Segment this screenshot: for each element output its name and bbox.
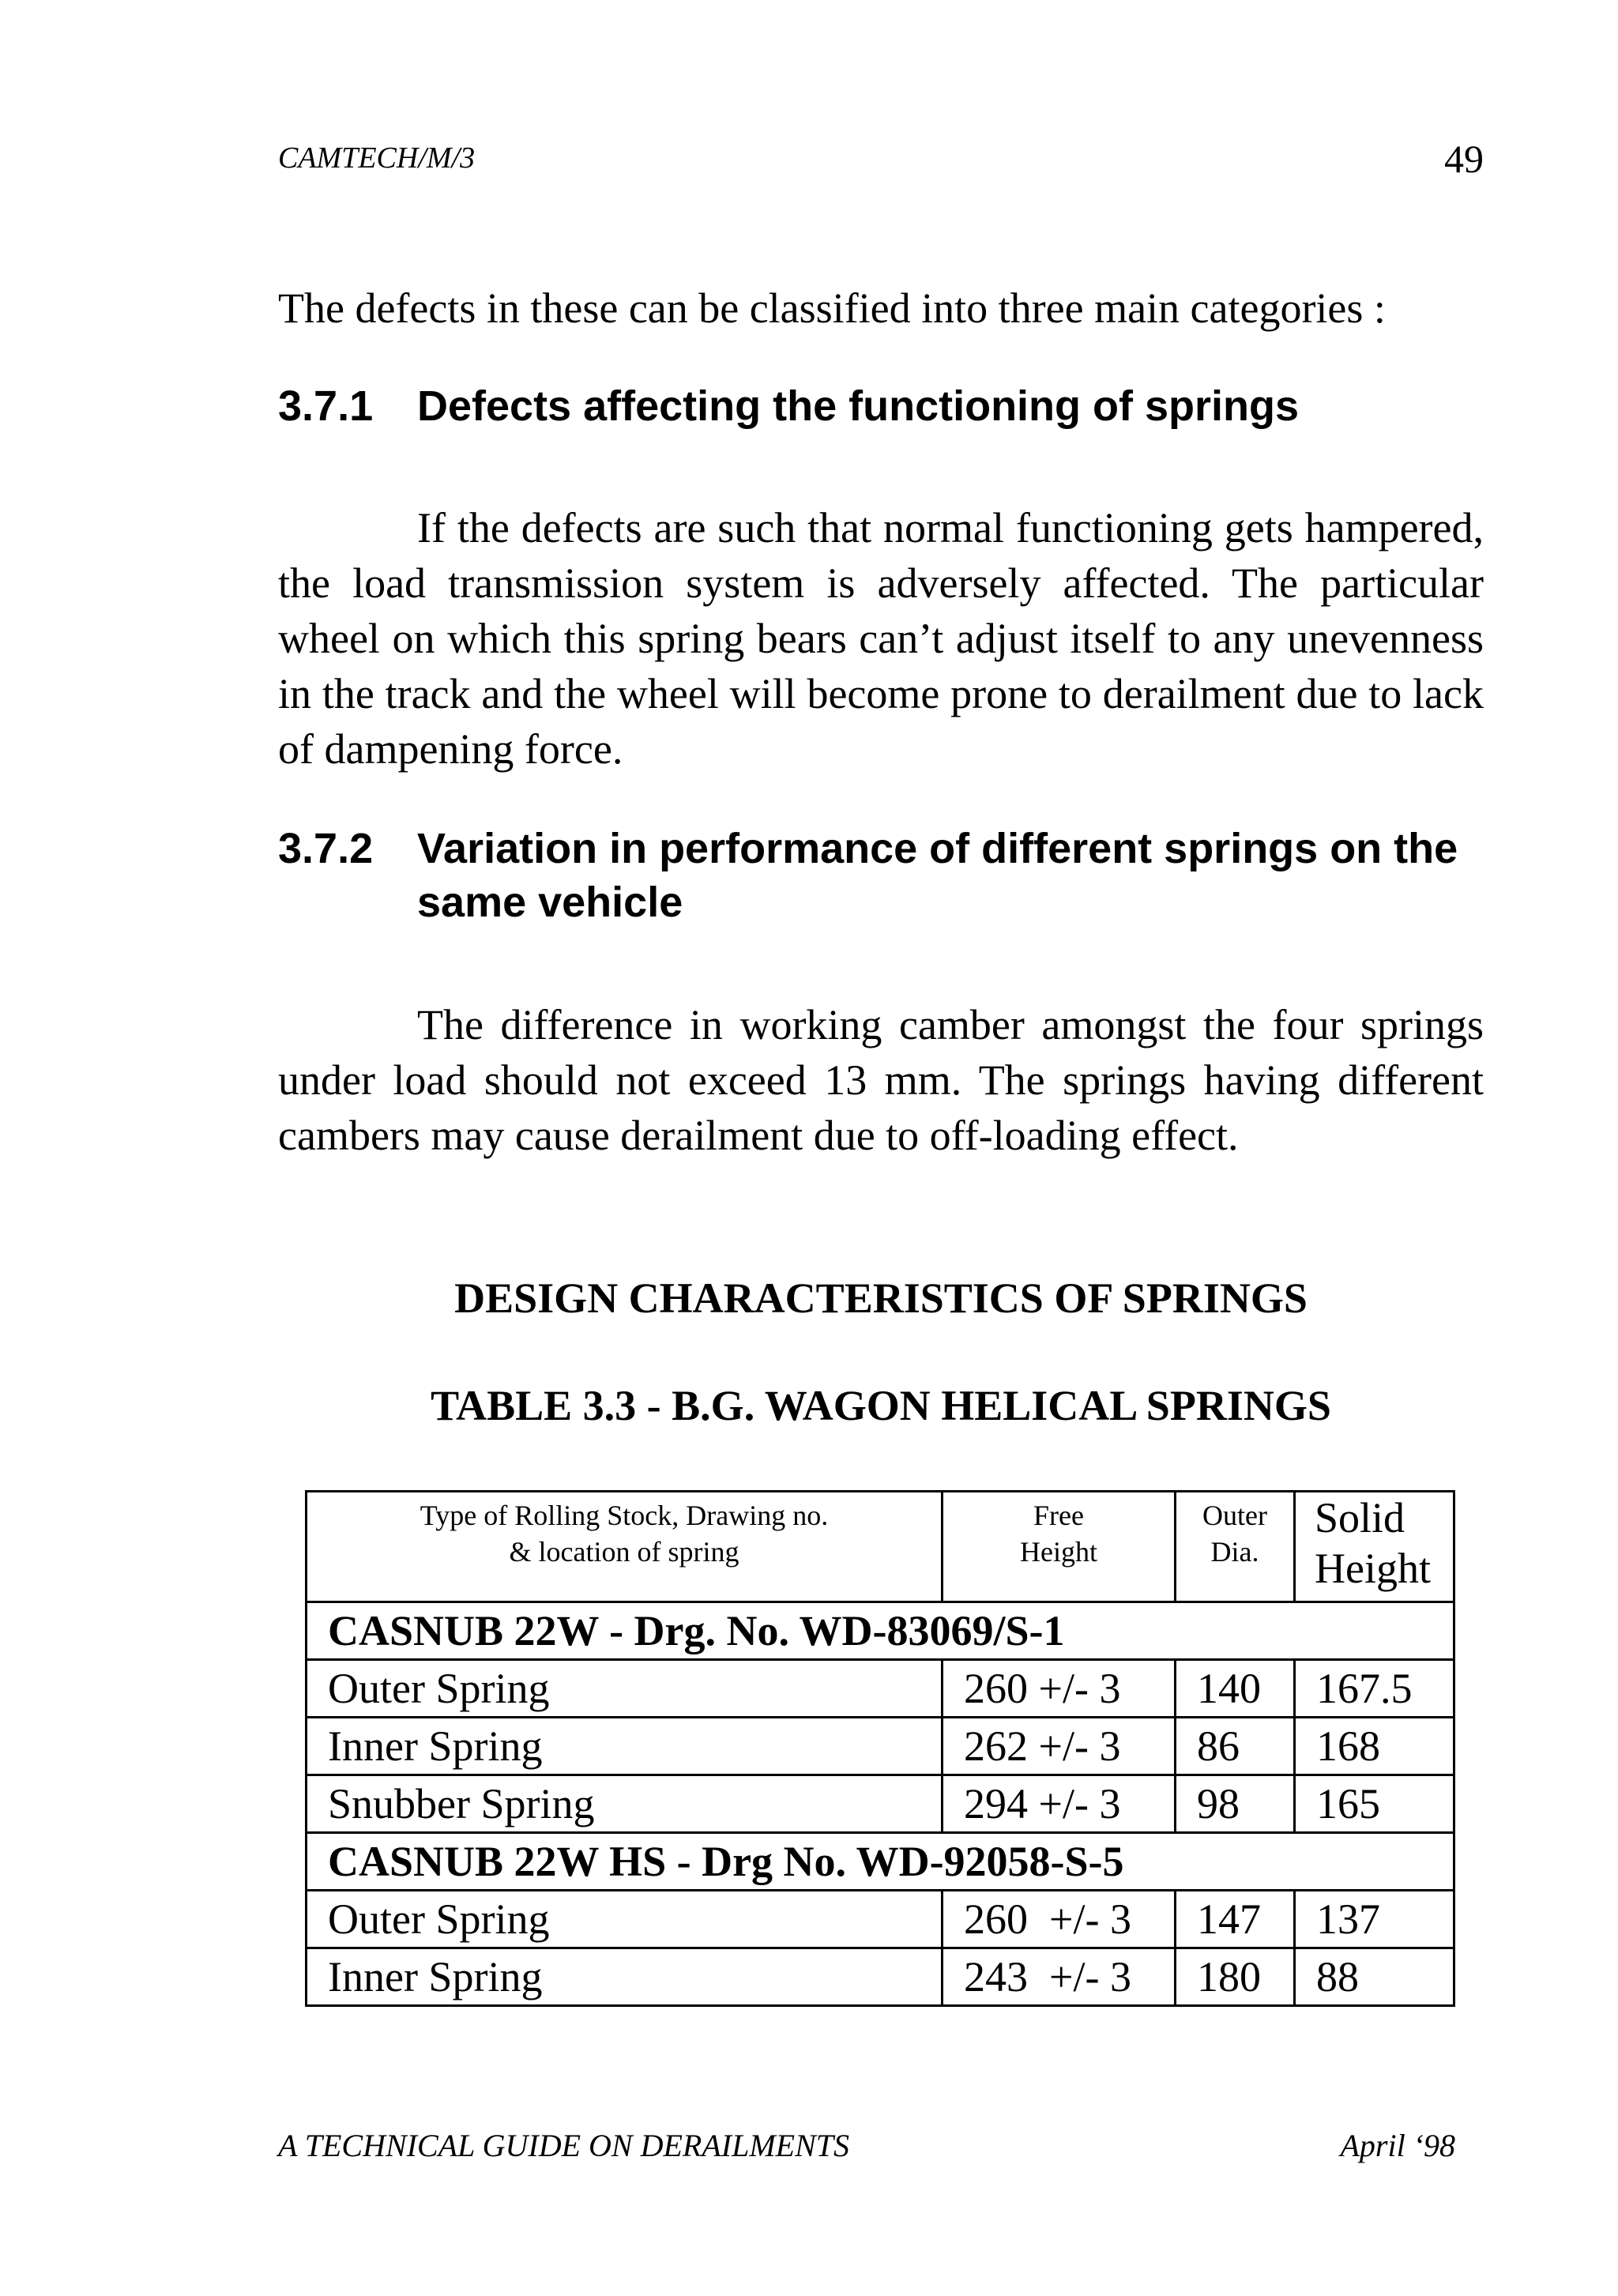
header-line: Outer	[1202, 1500, 1267, 1531]
section-title: Defects affecting the functioning of springs	[417, 382, 1300, 430]
cell-outer-dia: 86	[1176, 1718, 1295, 1775]
cell-solid-height: 168	[1295, 1718, 1454, 1775]
header-line: Dia.	[1210, 1536, 1259, 1568]
table-group-row	[307, 1602, 1454, 1660]
cell-outer-dia: 98	[1176, 1775, 1295, 1833]
table-title: TABLE 3.3 - B.G. WAGON HELICAL SPRINGS	[431, 1382, 1331, 1429]
cell-outer-dia: 140	[1176, 1660, 1295, 1718]
cell-location: Inner Spring	[307, 1948, 943, 2006]
cell-free-height: 260 +/- 3	[943, 1660, 1176, 1718]
cell-free-height: 294 +/- 3	[943, 1775, 1176, 1833]
cell-solid-height: 167.5	[1295, 1660, 1454, 1718]
cell-free-height: 262 +/- 3	[943, 1718, 1176, 1775]
header-line: & location of spring	[509, 1536, 739, 1568]
intro-paragraph: The defects in these can be classified into three main categories :	[278, 284, 1386, 332]
header-line: Height	[1315, 1545, 1431, 1592]
spring-specs-table	[305, 1490, 1455, 2007]
cell-location: Snubber Spring	[307, 1775, 943, 1833]
table-row	[307, 1718, 1454, 1775]
cell-solid-height: 137	[1295, 1891, 1454, 1948]
section-title: Variation in performance of different springs on the same vehicle	[417, 825, 1458, 926]
group-title: CASNUB 22W HS - Drg No. WD-92058-S-5	[307, 1833, 1454, 1891]
section-body-text: The difference in working camber amongst the four springs under load should not exceed 13 mm. The springs having different cambers may cause derailment due to off-loading effect.	[278, 1001, 1484, 1159]
cell-outer-dia: 180	[1176, 1948, 1295, 2006]
table-group-row	[307, 1833, 1454, 1891]
cell-free-height: 243 +/- 3	[943, 1948, 1176, 2006]
cell-solid-height: 88	[1295, 1948, 1454, 2006]
cell-free-height: 260 +/- 3	[943, 1891, 1176, 1948]
running-head: CAMTECH/M/3	[278, 141, 476, 175]
cell-location: Outer Spring	[307, 1891, 943, 1948]
table-row	[307, 1775, 1454, 1833]
header-line: Solid	[1315, 1494, 1405, 1541]
section-number: 3.7.2	[278, 825, 374, 872]
footer-date: April ‘98	[1340, 2128, 1455, 2163]
column-header-type	[307, 1492, 943, 1602]
footer-title: A TECHNICAL GUIDE ON DERAILMENTS	[278, 2128, 850, 2163]
section-body	[278, 500, 1484, 777]
cell-location: Inner Spring	[307, 1718, 943, 1775]
section-number: 3.7.1	[278, 382, 374, 430]
cell-outer-dia: 147	[1176, 1891, 1295, 1948]
cell-location: Outer Spring	[307, 1660, 943, 1718]
section-heading	[278, 822, 1484, 929]
header-line: Free	[1033, 1500, 1084, 1531]
section-body-text: If the defects are such that normal functioning gets hampered, the load transmission system is adversely affected. The particular wheel on which this spring bears can’t adjust itself to any unevenness in the track and the wheel will become prone to derailment due to lack of dampening force.	[278, 504, 1484, 773]
table-row	[307, 1891, 1454, 1948]
group-title: CASNUB 22W - Drg. No. WD-83069/S-1	[307, 1602, 1454, 1660]
header-line: Type of Rolling Stock, Drawing no.	[420, 1500, 829, 1531]
page-number: 49	[1444, 137, 1484, 181]
column-header-solid-height	[1295, 1492, 1454, 1602]
cell-solid-height: 165	[1295, 1775, 1454, 1833]
table-header-row	[307, 1492, 1454, 1602]
section-heading	[278, 379, 1484, 433]
table-row	[307, 1660, 1454, 1718]
column-header-outer-dia	[1176, 1492, 1295, 1602]
section-body	[278, 997, 1484, 1163]
table-row	[307, 1948, 1454, 2006]
header-line: Height	[1020, 1536, 1097, 1568]
column-header-free-height	[943, 1492, 1176, 1602]
design-title: DESIGN CHARACTERISTICS OF SPRINGS	[454, 1274, 1308, 1322]
